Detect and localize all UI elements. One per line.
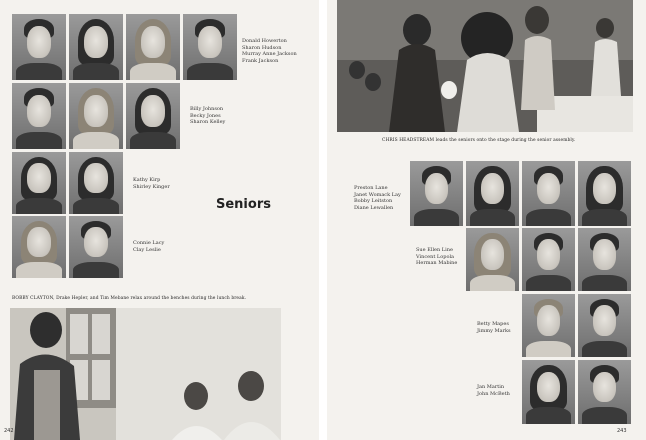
student-name: Jan Martin bbox=[477, 384, 505, 390]
student-name: Sharon Kelley bbox=[190, 119, 226, 125]
portrait bbox=[578, 294, 631, 357]
portrait bbox=[69, 14, 123, 80]
name-list bbox=[133, 177, 170, 190]
name-list bbox=[133, 240, 164, 253]
student-name: Murray Anne Jackson bbox=[242, 51, 297, 57]
student-name: Preston Lane bbox=[354, 185, 388, 191]
page-gutter bbox=[319, 0, 327, 440]
portrait bbox=[126, 83, 180, 149]
section-title: Seniors bbox=[216, 197, 271, 212]
portrait bbox=[126, 14, 180, 80]
portrait bbox=[12, 14, 66, 80]
student-name: Clay Leslie bbox=[133, 246, 161, 253]
portrait bbox=[183, 14, 237, 80]
student-name: Janet Womack Lay bbox=[354, 191, 401, 198]
portrait bbox=[12, 216, 66, 278]
student-name: Connie Lacy bbox=[133, 240, 165, 246]
portrait bbox=[466, 228, 519, 291]
student-name: Kathy Kirp bbox=[133, 177, 161, 183]
name-list bbox=[354, 185, 401, 211]
photo-caption: BOBBY CLAYTON, Drake Hepler, and Tim Mebane relax around the benches during the lunch break. bbox=[12, 296, 247, 301]
portrait bbox=[578, 161, 631, 226]
student-name: John McBeth bbox=[477, 390, 510, 397]
student-name: Becky Jones bbox=[190, 112, 221, 119]
student-name: Billy Johnson bbox=[190, 106, 224, 112]
right-page bbox=[327, 0, 646, 440]
student-name: Frank Jackson bbox=[242, 57, 279, 64]
portrait bbox=[522, 360, 575, 424]
portrait bbox=[410, 161, 463, 226]
page-number: 243 bbox=[617, 428, 627, 434]
name-list bbox=[477, 384, 510, 397]
page-number: 242 bbox=[4, 428, 14, 434]
portrait bbox=[578, 228, 631, 291]
student-name: Jimmy Marks bbox=[477, 327, 511, 334]
portrait bbox=[522, 228, 575, 291]
name-list bbox=[477, 321, 511, 334]
portrait bbox=[69, 83, 123, 149]
portrait bbox=[578, 360, 631, 424]
student-name: Betty Mapes bbox=[477, 321, 509, 327]
student-name: Diane Lewallen bbox=[354, 204, 394, 211]
portrait bbox=[69, 152, 123, 214]
student-name: Herman Mabine bbox=[416, 260, 458, 266]
student-name: Bobby Leitston bbox=[354, 198, 393, 204]
student-name: Sue Ellen Line bbox=[416, 247, 453, 253]
portrait bbox=[69, 216, 123, 278]
name-list bbox=[190, 106, 225, 126]
name-list bbox=[242, 38, 297, 64]
student-name: Shirley Kinger bbox=[133, 183, 170, 190]
photo-caption: CHRIS HEADSTREAM leads the seniors onto the stage during the senior assembly. bbox=[382, 138, 576, 143]
portrait bbox=[12, 83, 66, 149]
name-list bbox=[416, 247, 457, 267]
student-name: Vincent Lopola bbox=[416, 253, 455, 260]
portrait bbox=[12, 152, 66, 214]
portrait bbox=[522, 161, 575, 226]
candid-photo-senior-assembly bbox=[337, 0, 633, 132]
portrait bbox=[522, 294, 575, 357]
portrait bbox=[466, 161, 519, 226]
student-name: Sharon Hudson bbox=[242, 44, 282, 51]
candid-photo-lunch-break bbox=[10, 308, 281, 440]
left-page bbox=[0, 0, 319, 440]
student-name: Donald Howerton bbox=[242, 38, 287, 44]
